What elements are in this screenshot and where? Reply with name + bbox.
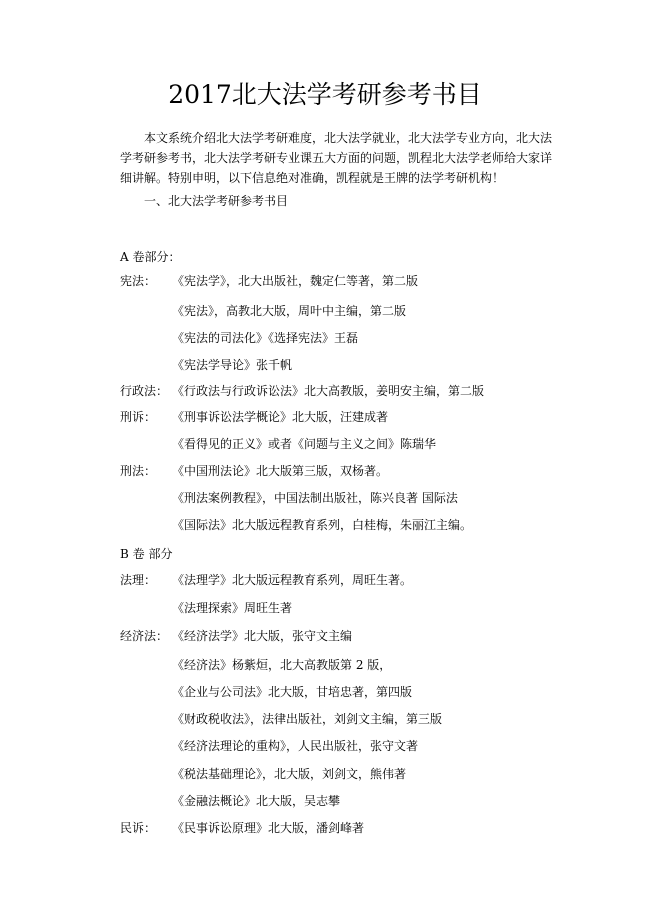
section-heading: 一、北大法学考研参考书目 <box>144 194 289 208</box>
book-entry: 《经济法》杨紫烜，北大高教版第 2 版， <box>172 658 392 672</box>
book-row <box>120 382 485 400</box>
book-entry: 《税法基础理论》，北大版，刘剑文，熊伟著 <box>172 767 407 781</box>
book-entry: 《经济法理论的重构》，人民出版社，张守文著 <box>172 739 419 753</box>
book-entry: 《民事诉讼原理》北大版，潘剑峰著 <box>172 821 365 835</box>
category-label: 法理： <box>120 573 157 587</box>
book-entry: 《宪法的司法化》《选择宪法》王磊 <box>172 331 359 345</box>
book-entry: 《金融法概论》北大版，吴志攀 <box>172 794 341 808</box>
book-row <box>120 571 413 589</box>
book-entry: 《看得见的正义》或者《问题与主义之间》陈瑞华 <box>172 437 437 451</box>
book-entry: 《经济法学》北大版，张守文主编 <box>172 629 353 643</box>
category-label: 刑诉： <box>120 410 157 424</box>
book-row <box>120 272 419 290</box>
book-entry: 《国际法》北大版远程教育系列，白桂梅，朱丽江主编。 <box>172 518 473 532</box>
category-label: 民诉： <box>120 821 157 835</box>
category-label: 刑法： <box>120 464 157 478</box>
book-entry: 《刑事诉讼法学概论》北大版，汪建成著 <box>172 410 389 424</box>
book-entry: 《中国刑法论》北大版第三版，双杨著。 <box>172 464 389 478</box>
book-row <box>120 462 389 480</box>
category-label: 宪法： <box>120 274 157 288</box>
book-row <box>120 408 389 426</box>
intro-paragraph: 本文系统介绍北大法学考研难度，北大法学就业，北大法学专业方向，北大法学考研参考书，北大法学考研专业课五大方面的问题，凯程北大法学老师给大家详细讲解。特别申明，以下信息绝对准确，凯程就是王牌的法学考研机构！ <box>120 131 553 185</box>
book-entry: 《财政税收法》，法律出版社，刘剑文主编，第三版 <box>172 712 443 726</box>
category-label: 经济法： <box>120 629 169 643</box>
book-row <box>120 819 365 837</box>
book-entry: 《刑法案例教程》，中国法制出版社，陈兴良著 国际法 <box>172 491 458 505</box>
section-a-label: A 卷部分： <box>120 250 181 264</box>
book-row <box>120 627 353 645</box>
document-title: 2017北大法学考研参考书目 <box>168 80 482 109</box>
book-entry: 《法理学》北大版远程教育系列，周旺生著。 <box>172 573 413 587</box>
book-entry: 《宪法》，高教北大版，周叶中主编，第二版 <box>172 304 407 318</box>
book-entry: 《行政法与行政诉讼法》北大高教版，姜明安主编，第二版 <box>172 384 485 398</box>
section-b-label: B 卷 部分 <box>120 547 173 561</box>
book-entry: 《企业与公司法》北大版，甘培忠著，第四版 <box>172 685 413 699</box>
book-entry: 《宪法学导论》张千帆 <box>172 358 293 372</box>
category-label: 行政法： <box>120 384 169 398</box>
book-entry: 《宪法学》，北大出版社，魏定仁等著，第二版 <box>172 274 419 288</box>
book-entry: 《法理探索》周旺生著 <box>172 601 293 615</box>
